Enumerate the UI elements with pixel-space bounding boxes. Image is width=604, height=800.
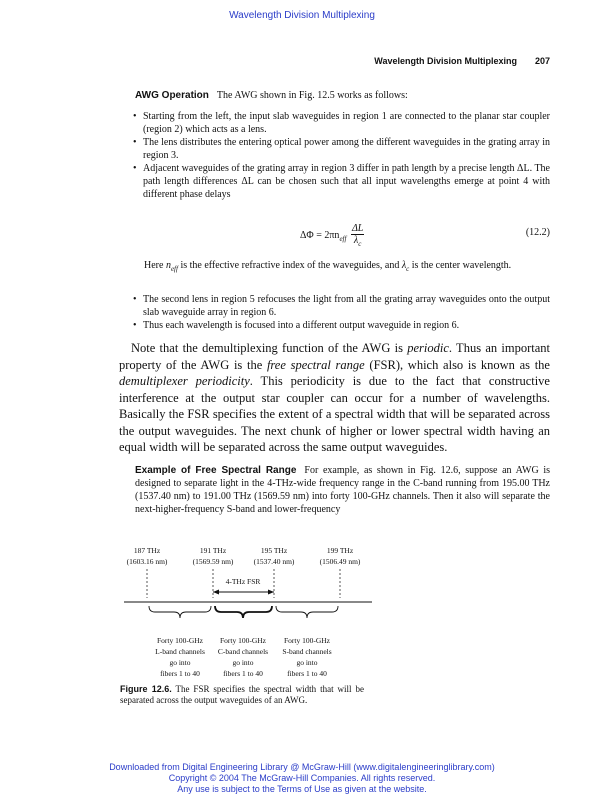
- brace-c-band: [215, 606, 272, 618]
- brace-l-band: [149, 606, 211, 618]
- equation-denominator: $\lambda_c$: [353, 235, 362, 248]
- fsr-arrow-left-head: [213, 590, 219, 595]
- top-chapter-link[interactable]: Wavelength Division Multiplexing: [229, 10, 375, 21]
- fsr-paragraph: Note that the demultiplexing function of the AWG is periodic. Thus an important property of the AWG is the free spectral range (FSR), which also is known as the demultiplexer periodicity. This periodicity is due to the fact that constructive interference at the output star coupler can occur for a number of wavelengths. Basically the FSR specifies the extent of a spectral width that will be separated across the output waveguides. The next chunk of higher or lower spectral width having an equal width will be separated across the same output waveguides.: [119, 341, 550, 454]
- footer-download-link[interactable]: Downloaded from Digital Engineering Library @ McGraw-Hill (www.digitalengineeringlibrary.com): [109, 762, 495, 772]
- equation-12-2: [300, 223, 364, 248]
- wl-label-199: (1506.49 nm): [319, 557, 361, 566]
- equation-lhs: ΔΦ = 2πn: [300, 229, 340, 241]
- awg-operation-intro-text: The AWG shown in Fig. 12.5 works as follows:: [216, 90, 408, 101]
- svg-text:fibers 1 to 40: fibers 1 to 40: [223, 669, 263, 678]
- example-paragraph: [135, 464, 550, 516]
- group-c-band: [218, 636, 268, 678]
- equation-fraction: [351, 223, 364, 248]
- svg-text:fibers 1 to 40: fibers 1 to 40: [287, 669, 327, 678]
- figure-caption-text: The FSR specifies the spectral width that will be separated across the output waveguides of an AWG.: [120, 684, 364, 705]
- svg-text:S-band channels: S-band channels: [282, 647, 332, 656]
- figure-caption-label: Figure 12.6.: [120, 684, 172, 694]
- awg-bullet: • Thus each wavelength is focused into a different output waveguide in region 6.: [135, 319, 550, 332]
- awg-bullet: • The lens distributes the entering optical power among the different waveguides in the grating array in region 3.: [135, 136, 550, 162]
- wl-label-187: (1603.16 nm): [126, 557, 168, 566]
- figure-caption: [120, 684, 364, 706]
- page-number: 207: [534, 56, 550, 66]
- equation-sub: eff: [339, 234, 347, 243]
- awg-bullet-list-2: [135, 293, 550, 332]
- svg-text:go into: go into: [296, 658, 318, 667]
- equation-number: (12.2): [525, 227, 550, 238]
- footer-copyright: Copyright © 2004 The McGraw-Hill Companies. All rights reserved.: [168, 773, 436, 783]
- footer: [0, 762, 604, 795]
- freq-label-195: 195 THz: [260, 546, 288, 555]
- freq-label-191: 191 THz: [199, 546, 227, 555]
- group-s-band: [282, 636, 331, 678]
- example-text: For example, as shown in Fig. 12.6, suppose an AWG is designed to separate light in the 4-THz-wide frequency range in the C-band running from 195.00 THz (1537.40 nm) to 191.00 THz (1569.59 nm) into forty 100-GHz channels. Then it also will separate the next-higher-frequency S-band and lower-frequency: [135, 465, 550, 515]
- svg-text:L-band channels: L-band channels: [155, 647, 205, 656]
- footer-terms-link[interactable]: Any use is subject to the Terms of Use as given at the website.: [177, 784, 427, 794]
- awg-bullet: • The second lens in region 5 refocuses the light from all the grating array waveguides onto the output slab waveguide array in region 6.: [135, 293, 550, 319]
- awg-operation-intro: [135, 89, 550, 102]
- freq-label-187: 187 THz: [133, 546, 161, 555]
- svg-text:fibers 1 to 40: fibers 1 to 40: [160, 669, 200, 678]
- brace-s-band: [276, 606, 338, 618]
- awg-bullet: • Starting from the left, the input slab waveguides in region 1 are connected to the planar star coupler (region 2) which acts as a lens.: [135, 110, 550, 136]
- running-title: Wavelength Division Multiplexing: [374, 56, 517, 66]
- wl-label-195: (1537.40 nm): [253, 557, 295, 566]
- here-paragraph: Here $n_{eff}$ is the effective refractive index of the waveguides, and $\lambda_c$ is the center wavelength.: [144, 260, 512, 273]
- equation-numerator: ΔL: [351, 223, 364, 234]
- svg-text:go into: go into: [169, 658, 191, 667]
- svg-text:C-band channels: C-band channels: [217, 647, 269, 656]
- figure-12-6: [110, 540, 380, 682]
- awg-bullet-list: [135, 110, 550, 201]
- svg-text:Forty 100-GHz: Forty 100-GHz: [219, 636, 267, 645]
- running-header: [374, 56, 550, 66]
- awg-bullet: • Adjacent waveguides of the grating array in region 3 differ in path length by a precise length ΔL. The path length differences ΔL can be chosen such that all input wavelengths emerge at point 4 with different phase delays: [135, 162, 550, 201]
- group-l-band: [155, 636, 205, 678]
- freq-label-199: 199 THz: [326, 546, 354, 555]
- wl-label-191: (1569.59 nm): [192, 557, 234, 566]
- fsr-label: 4-THz FSR: [225, 577, 261, 586]
- example-heading: Example of Free Spectral Range: [135, 465, 297, 476]
- svg-text:Forty 100-GHz: Forty 100-GHz: [156, 636, 204, 645]
- svg-text:go into: go into: [232, 658, 254, 667]
- fsr-arrow-right-head: [268, 590, 274, 595]
- awg-operation-heading: AWG Operation: [135, 90, 209, 101]
- svg-text:Forty 100-GHz: Forty 100-GHz: [283, 636, 331, 645]
